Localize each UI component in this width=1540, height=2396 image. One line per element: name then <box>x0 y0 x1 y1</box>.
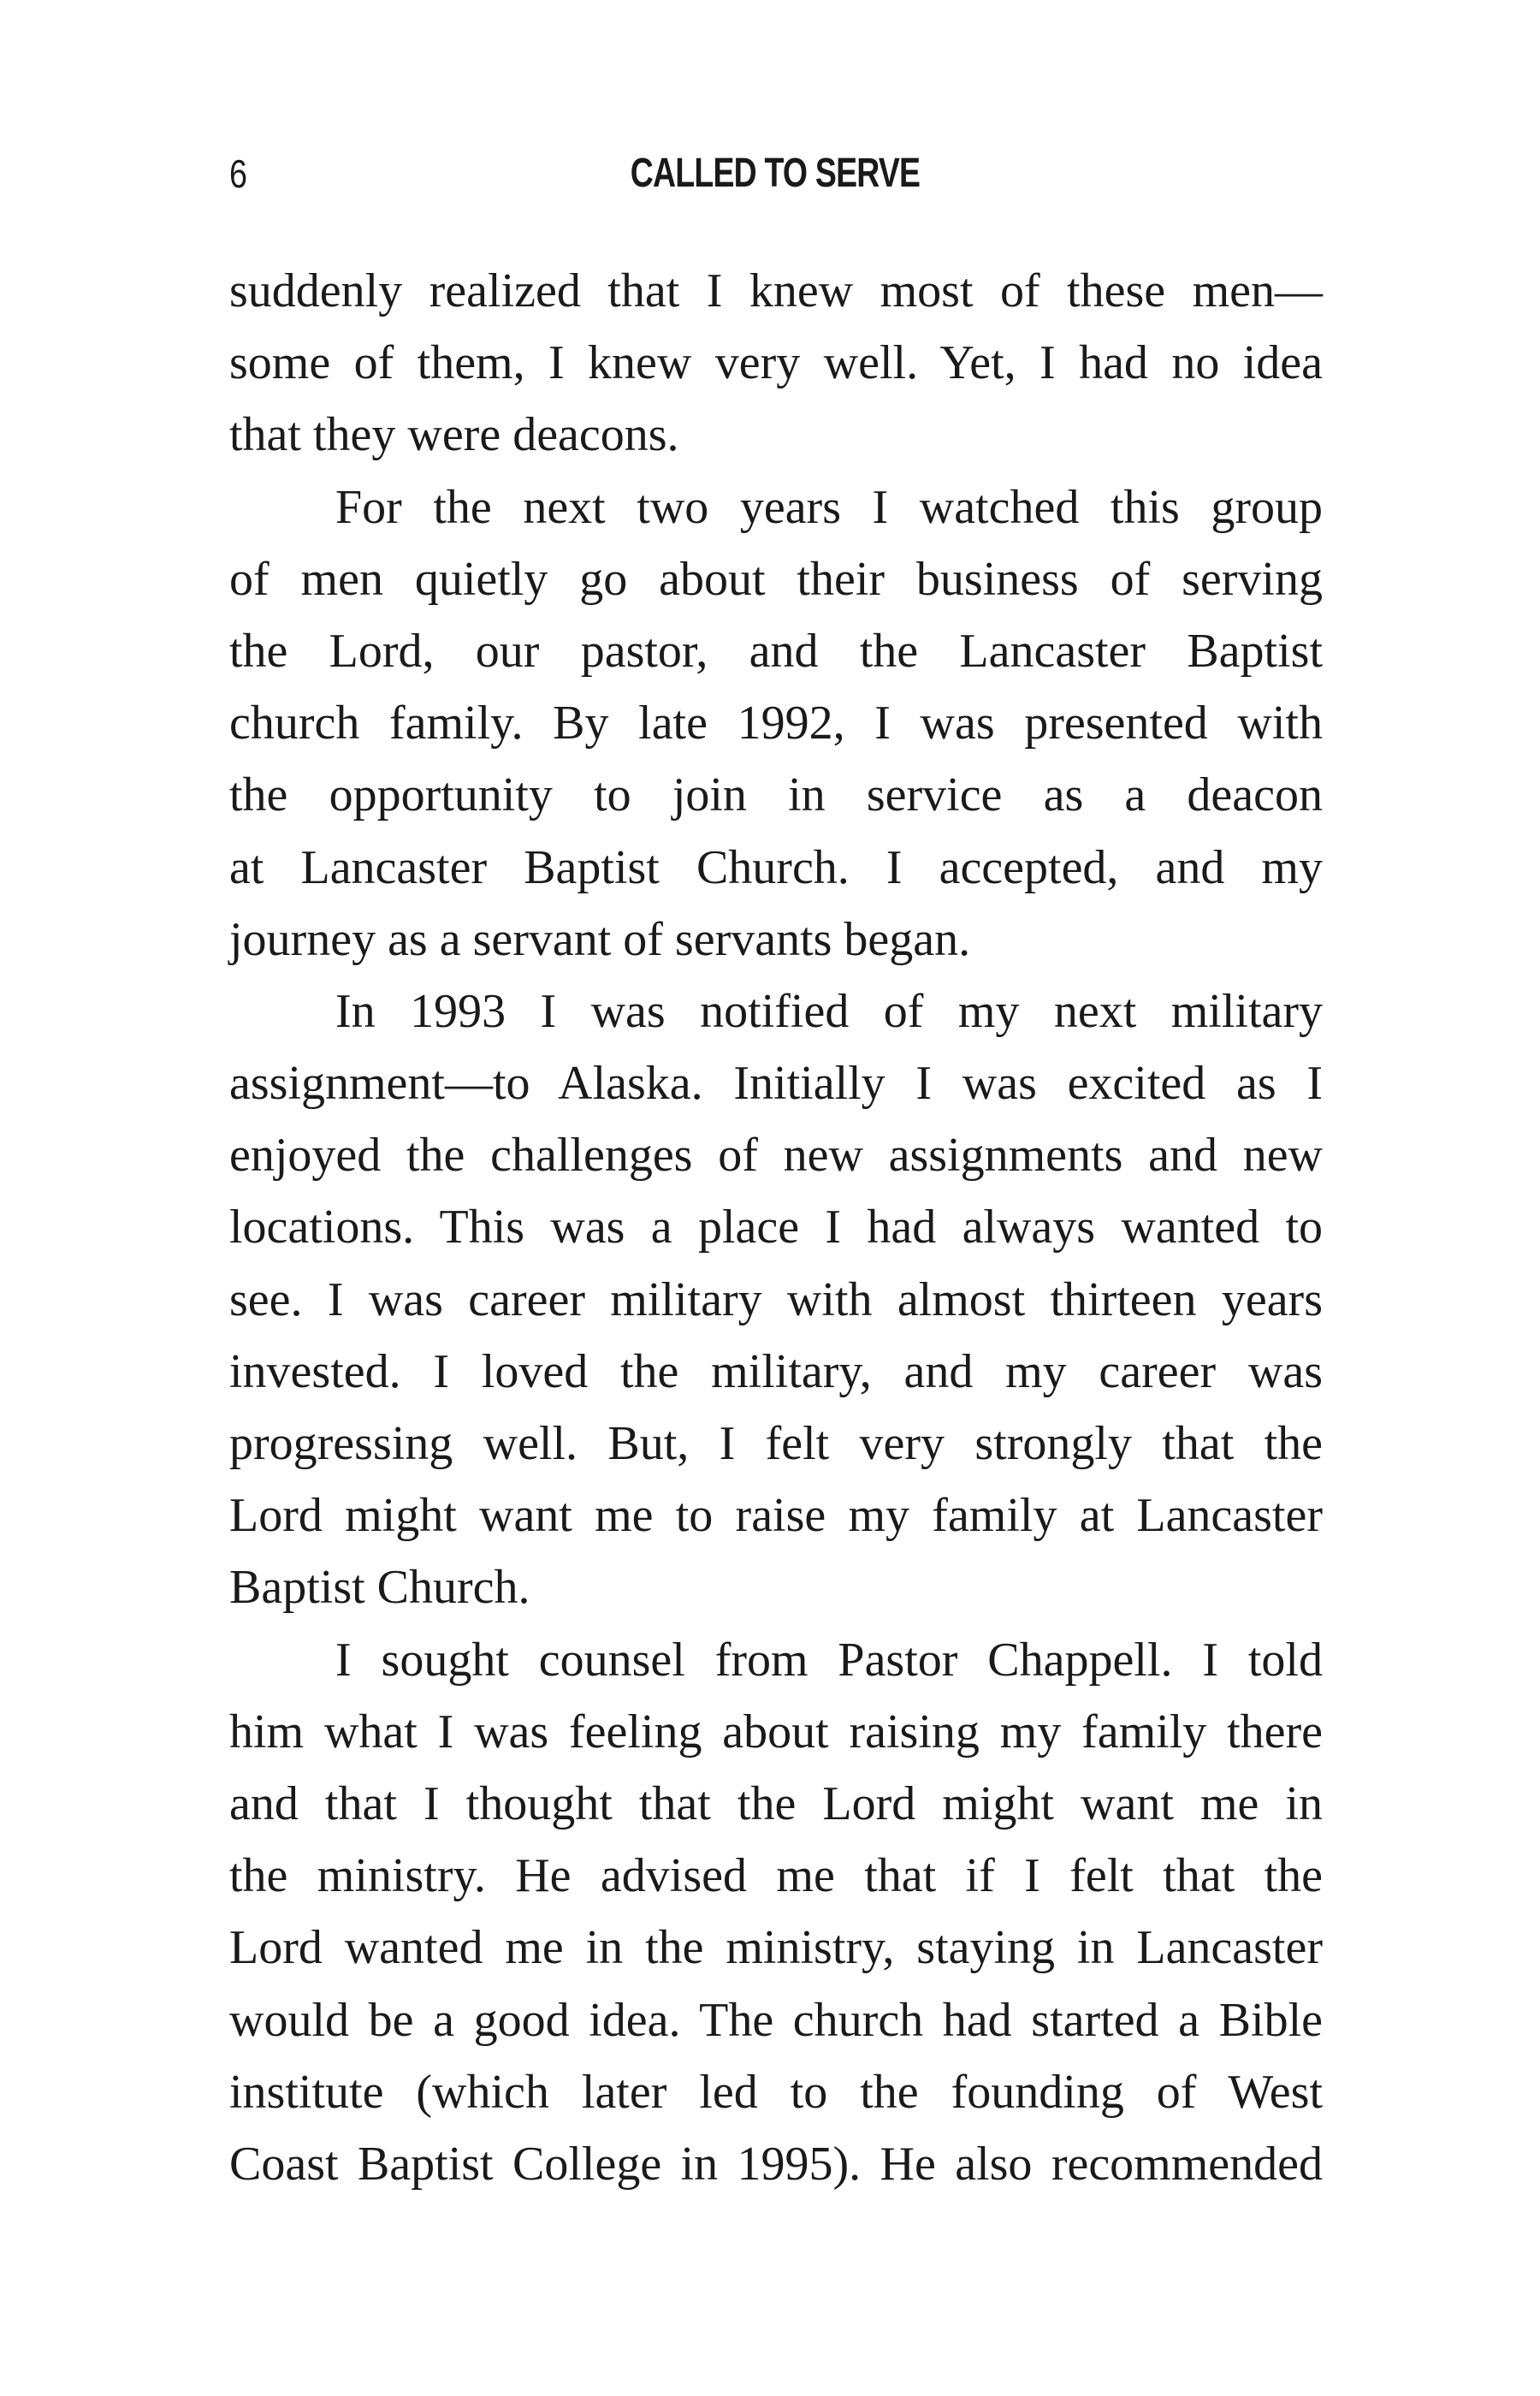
text-line: I sought counsel from Pastor Chappell. I told <box>335 1633 1323 1687</box>
text-line: see. I was career military with almost thirteen years <box>229 1272 1323 1326</box>
text-line: the Lord, our pastor, and the Lancaster Baptist <box>229 624 1323 678</box>
text-line: would be a good idea. The church had started a Bible <box>229 1993 1323 2047</box>
text-line: invested. I loved the military, and my career was <box>229 1344 1323 1398</box>
text-line: enjoyed the challenges of new assignments and new <box>229 1129 1323 1183</box>
text-line: Baptist Church. <box>229 1561 530 1615</box>
paragraph <box>229 1624 1323 2201</box>
text-line: some of them, I knew very well. Yet, I had no idea <box>229 336 1323 390</box>
paragraph <box>229 471 1323 976</box>
body-text <box>229 255 1323 2200</box>
text-line: suddenly realized that I knew most of these men— <box>229 264 1323 317</box>
paragraph <box>229 255 1323 471</box>
text-line: church family. By late 1992, I was presented with <box>229 697 1323 750</box>
text-line: For the next two years I watched this group <box>335 480 1323 534</box>
text-line: the ministry. He advised me that if I felt that the <box>229 1849 1323 1903</box>
text-line: progressing well. But, I felt very strongly that the <box>229 1417 1323 1470</box>
text-line: Coast Baptist College in 1995). He also recommended <box>229 2137 1323 2191</box>
text-line: Lord wanted me in the ministry, staying in Lancaster <box>229 1921 1323 1975</box>
paragraph <box>229 976 1323 1624</box>
running-title: CALLED TO SERVE <box>630 151 921 196</box>
page-number: 6 <box>229 151 247 196</box>
text-line: and that I thought that the Lord might want me in <box>229 1776 1323 1830</box>
text-line: that they were deacons. <box>229 408 679 462</box>
text-line: institute (which later led to the founding of West <box>229 2065 1323 2119</box>
text-line: locations. This was a place I had always wanted to <box>229 1201 1323 1254</box>
text-line: of men quietly go about their business of serving <box>229 552 1323 606</box>
text-line: at Lancaster Baptist Church. I accepted, and my <box>229 840 1323 894</box>
text-line: assignment—to Alaska. Initially I was excited as I <box>229 1057 1323 1111</box>
page-header <box>229 144 1321 204</box>
text-line: journey as a servant of servants began. <box>229 912 971 966</box>
text-line: him what I was feeling about raising my family there <box>229 1705 1323 1758</box>
text-line: Lord might want me to raise my family at Lancaster <box>229 1489 1323 1543</box>
text-line: the opportunity to join in service as a deacon <box>229 768 1323 822</box>
text-line: In 1993 I was notified of my next military <box>335 984 1323 1038</box>
